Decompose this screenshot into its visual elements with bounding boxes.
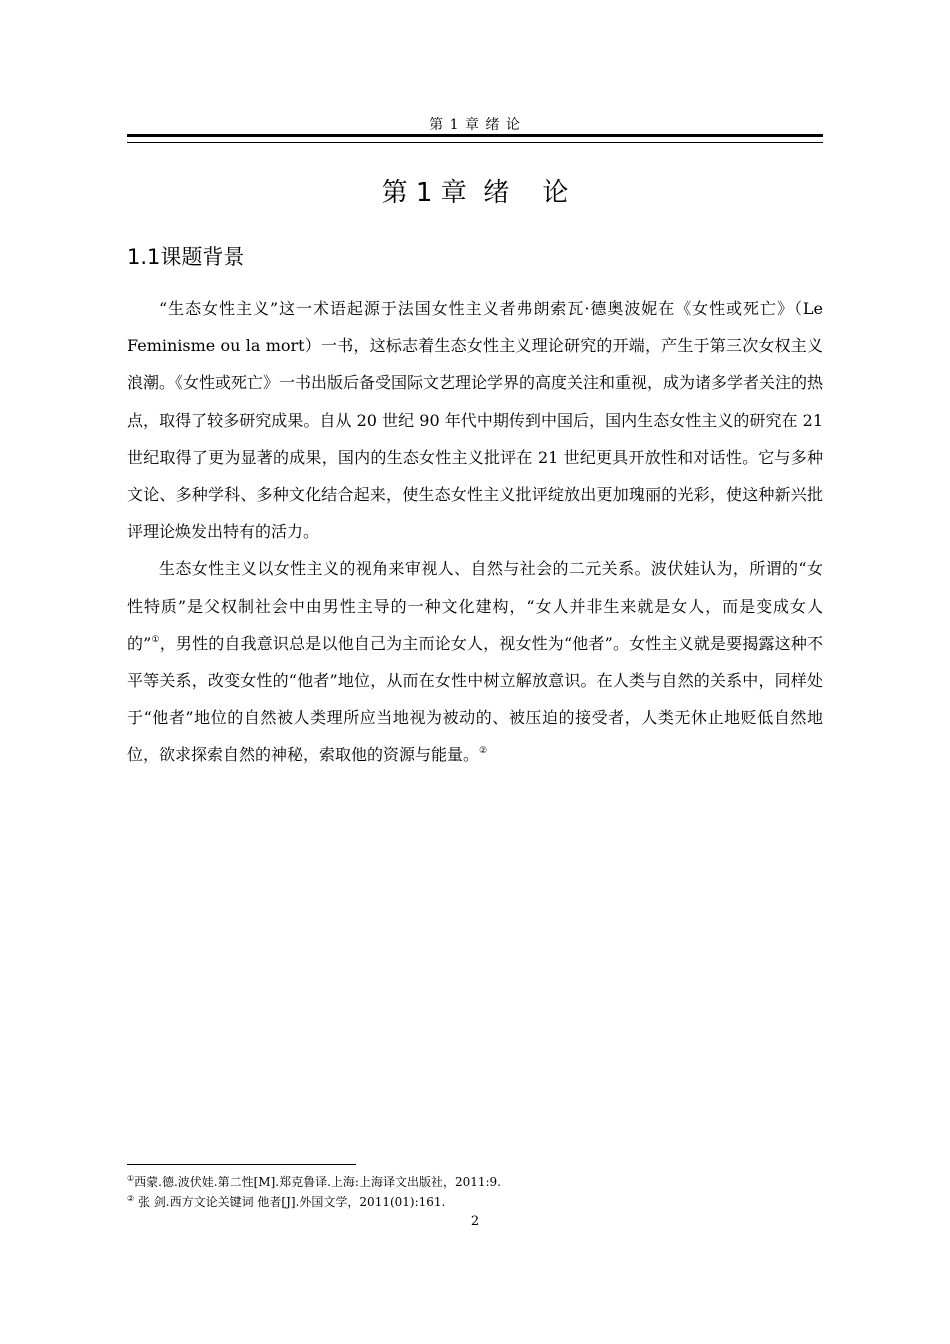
footnote	[127, 1192, 823, 1212]
section-number: 1.1	[127, 245, 161, 269]
footnote-ref[interactable]: ②	[479, 746, 488, 757]
footnotes	[127, 1172, 823, 1212]
footnote-text: 张 剑.西方文论关键词 他者[J].外国文学，2011(01):161.	[134, 1195, 446, 1209]
footnote-ref[interactable]: ①	[151, 634, 160, 645]
footnote-mark: ②	[127, 1194, 135, 1203]
body-text	[127, 290, 823, 774]
chapter-title: 第 1 章 绪 论	[381, 178, 569, 208]
footnote-separator	[127, 1164, 356, 1165]
section-heading	[127, 242, 244, 272]
page-number: 2	[470, 1214, 480, 1229]
footnote	[127, 1172, 823, 1192]
paragraph-text: ，男性的自我意识总是以他自己为主而论女人，视女性为“他者”。女性主义就是要揭露这种不平等关系，改变女性的“他者”地位，从而在女性中树立解放意识。在人类与自然的关系中，同样处于“他者”地位的自然被人类理所应当地视为被动的、被压迫的接受者，人类无休止地贬低自然地位，欲求探索自然的神秘，索取他的资源与能量。	[127, 633, 823, 765]
paragraph-text: 生态女性主义以女性主义的视角来审视人、自然与社会的二元关系。波伏娃认为，所谓的“女性特质”是父权制社会中由男性主导的一种文化建构，“女人并非生来就是女人，而是变成女人的”	[127, 559, 823, 653]
header-rule	[127, 134, 823, 143]
paragraph: “生态女性主义”这一术语起源于法国女性主义者弗朗索瓦·德奥波妮在《女性或死亡》（Le Feminisme ou la mort）一书，这标志着生态女性主义理论研究的开端，产生于第三次女权主义浪潮。《女性或死亡》一书出版后备受国际文艺理论学界的高度关注和重视，成为诸多学者关注的热点，取得了较多研究成果。自从 20 世纪 90 年代中期传到中国后，国内生态女性主义的研究在 21 世纪取得了更为显著的成果，国内的生态女性主义批评在 21 世纪更具开放性和对话性。它与多种文论、多种学科、多种文化结合起来，使生态女性主义批评绽放出更加瑰丽的光彩，使这种新兴批评理论焕发出特有的活力。	[127, 299, 824, 542]
footnote-mark: ①	[127, 1174, 135, 1183]
footnote-text: 西蒙.德.波伏娃.第二性[M].郑克鲁译.上海:上海译文出版社，2011:9.	[134, 1175, 501, 1189]
paragraph	[127, 550, 823, 773]
running-header: 第 1 章 绪 论	[429, 117, 521, 133]
section-title: 课题背景	[160, 245, 245, 269]
